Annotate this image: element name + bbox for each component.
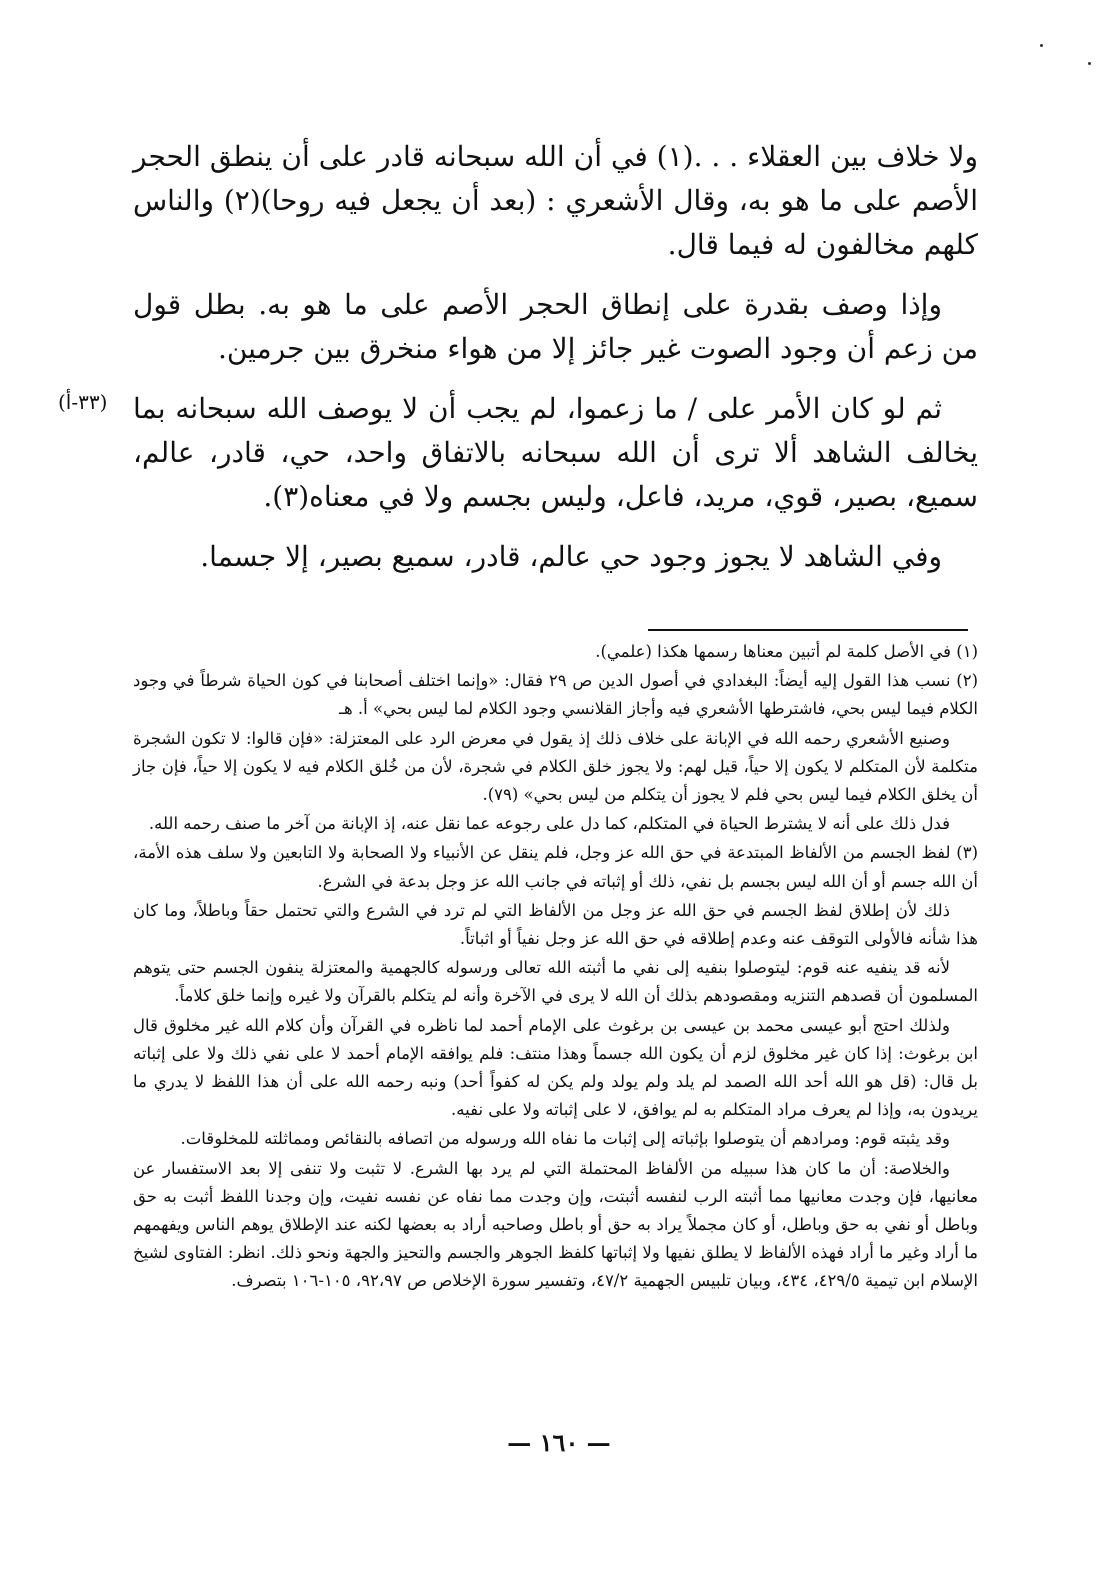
body-paragraph: ولا خلاف بين العقلاء . . .(١) في أن الله سبحانه قادر على أن ينطق الحجر الأصم على ما هو به، وقال الأشعري : (بعد أن يجعل فيه روحا)(٢) والناس كلهم مخالفون له فيما قال. [133,140,978,261]
footnote-continuation: ولذلك احتج أبو عيسى محمد بن عيسى بن برغوث على الإمام أحمد لما ناظره في القرآن وأن كلام الله غير مخلوق قال ابن برغوث: إذا كان غير مخلوق لزم أن يكون الله جسماً وهذا منتف: فلم يوافقه الإمام أحمد لا على نفي ذلك ولا على إثباته بل قال: (قل هو الله أحد الله الصمد لم يلد ولم يولد ولم يكن له كفواً أحد) ونبه رحمه الله على أن هذا اللفظ لا يدري ما يريدون به، وإذا لم يعرف مراد المتكلم به لم يوافق، لا على إثباته ولا على نفيه. [133,1015,978,1120]
footnote-continuation: وصنيع الأشعري رحمه الله في الإبانة على خلاف ذلك إذ يقول في معرض الرد على المعتزلة: «فإن قالوا: لا تكون الشجرة متكلمة لأن المتكلم لا يكون إلا حياً، قيل لهم: ولا يجوز خلق الكلام في شجرة، لأن من خُلق الكلام فيه لا يكون إلا حياً، فإن جاز أن يخلق الكلام فيما ليس بحي فلم لا يجوز أن يتكلم من ليس بحي» (٧٩). [133,728,978,805]
footnote-divider [648,629,968,631]
body-paragraph: وإذا وصف بقدرة على إنطاق الحجر الأصم على ما هو به. بطل قول من زعم أن وجود الصوت غير جائز إلا من هواء منخرق بين جرمين. [133,288,978,365]
footnote-continuation: والخلاصة: أن ما كان هذا سبيله من الألفاظ المحتملة التي لم يرد بها الشرع. لا تثبت ولا تنفى إلا بعد الاستفسار عن معانيها، فإن وجدت معانيها مما أثبته الرب لنفسه أثبتت، وإن وجدت مما نفاه عن نفسه نفيت، وإن وجدنا اللفظ أثبت به حق وباطل أو نفي به حق وباطل، أو كان مجملاً يراد به حق أو باطل وصاحبه أراد به بعضها لكنه عند الإطلاق يوهم الناس ويفهمهم ما أراد وغير ما أراد فهذه الألفاظ لا يطلق نفيها ولا إثباتها كلفظ الجوهر والجسم والتحيز والجهة ونحو ذلك. انظر: الفتاوى لشيخ الإسلام ابن تيمية ٤٢٩/٥، ٤٣٤، وبيان تلبيس الجهمية ٤٧/٢، وتفسير سورة الإخلاص ص ٩٢،٩٧، ١٠٥-١٠٦ بتصرف. [133,1158,978,1291]
scan-speck [1040,44,1043,47]
footnote: (١) في الأصل كلمة لم أتبين معناها رسمها هكذا (علمي). [595,642,978,661]
main-text [133,135,978,595]
footnote-continuation: وقد يثبته قوم: ومرادهم أن يتوصلوا بإثباته إلى إثبات ما نفاه الله ورسوله من اتصافه بالنقائص ومماثلته للمخلوقات. [180,1129,950,1149]
footnote: (٢) نسب هذا القول إليه أيضاً: البغدادي في أصول الدين ص ٢٩ فقال: «وإنما اختلف أصحابنا في كون الحياة شرطاً في وجود الكلام فيما ليس بحي، فاشترطها الأشعري فيه وأجاز القلانسي وجود الكلام لما ليس بحي» أ. هـ [133,671,978,719]
footnote-continuation: ذلك لأن إطلاق لفظ الجسم في حق الله عز وجل من الألفاظ التي لم ترد في الشرع والتي تحتمل حقاً وباطلاً، وما كان هذا شأنه فالأولى التوقف عنه وعدم إطلاقه في حق الله عز وجل نفياً أو اثباتاً. [133,900,978,949]
footnote-continuation: لأنه قد ينفيه عنه قوم: ليتوصلوا بنفيه إلى نفي ما أثبته الله تعالى ورسوله كالجهمية والمعتزلة ينفون الجسم حتى يتوهم المسلمون أن قصدهم التنزيه ومقصودهم بذلك أن الله لا يرى في الآخرة وأنه لم يتكلم بالقرآن ولا غيره وإنما خلق كلاماً. [133,958,978,1006]
footnote-continuation: فدل ذلك على أنه لا يشترط الحياة في المتكلم، كما دل على رجوعه عما نقل عنه، إذ الإبانة من آخر ما صنف رحمه الله. [148,814,950,834]
body-paragraph: وفي الشاهد لا يجوز وجود حي عالم، قادر، سميع بصير، إلا جسما. [200,540,942,573]
page-number: — ١٦٠ — [507,1428,611,1457]
footnote: (٣) لفظ الجسم من الألفاظ المبتدعة في حق الله عز وجل، فلم ينقل عن الأنبياء ولا الصحابة ولا التابعين ولا سلف هذه الأمة، أن الله جسم أو أن الله ليس بجسم بل نفي، ذلك أو إثباته في جانب الله عز وجل بدعة في الشرع. [133,843,978,891]
body-paragraph: ثم لو كان الأمر على / ما زعموا، لم يجب أن لا يوصف الله سبحانه بما يخالف الشاهد ألا ترى أن الله سبحانه بالاتفاق واحد، حي، قادر، عالم، سميع، بصير، قوي، مريد، فاعل، وليس بجسم ولا في معناه(٣). [133,392,978,513]
margin-reference: (٣٣-أ) [58,390,108,414]
scan-speck [1088,62,1091,65]
footnotes [133,638,978,1297]
